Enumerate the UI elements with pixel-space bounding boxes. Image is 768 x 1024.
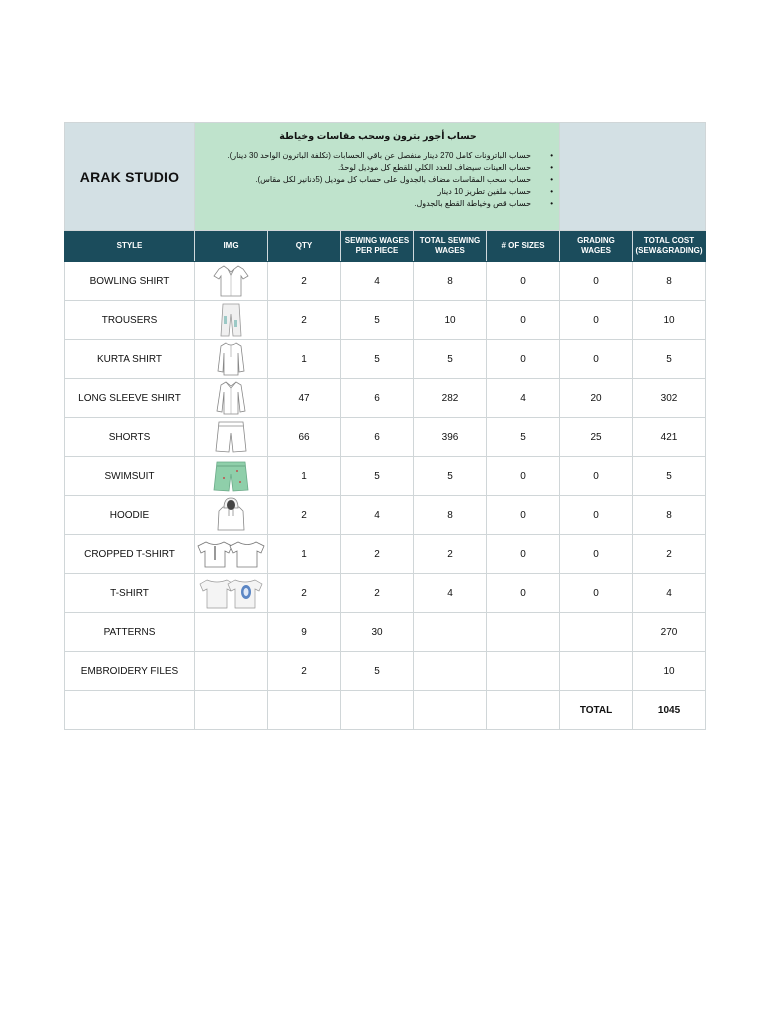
qty-cell: 2: [268, 301, 341, 340]
total-sewing-cell: [414, 613, 487, 652]
cost-sheet: [64, 122, 705, 730]
style-name: PATTERNS: [65, 613, 195, 652]
table-row: [65, 535, 706, 574]
qty-cell: 1: [268, 535, 341, 574]
sizes-cell: 0: [487, 535, 560, 574]
col-img: IMG: [195, 231, 268, 262]
long-sleeve-shirt-icon: [195, 379, 267, 417]
col-total-cost: TOTAL COST (SEW&GRADING): [633, 231, 706, 262]
grading-cell: 0: [560, 535, 633, 574]
sewing-wage-cell: 6: [341, 379, 414, 418]
style-image: [195, 262, 268, 301]
total-sewing-cell: 10: [414, 301, 487, 340]
total-cost-cell: 5: [633, 340, 706, 379]
table-row: [65, 262, 706, 301]
sizes-cell: 4: [487, 379, 560, 418]
title-row: [65, 123, 706, 231]
sizes-cell: 0: [487, 457, 560, 496]
col-style: STYLE: [65, 231, 195, 262]
notes-title: حساب أجور بترون وسحب مقاسات وخياطة: [279, 131, 477, 142]
total-cost-cell: 270: [633, 613, 706, 652]
table-row: [65, 418, 706, 457]
grading-cell: 0: [560, 574, 633, 613]
cost-table: [64, 122, 706, 730]
total-cost-cell: 10: [633, 652, 706, 691]
style-name: LONG SLEEVE SHIRT: [65, 379, 195, 418]
sizes-cell: 0: [487, 340, 560, 379]
table-row: [65, 301, 706, 340]
grading-cell: 0: [560, 457, 633, 496]
table-row: [65, 379, 706, 418]
qty-cell: 2: [268, 574, 341, 613]
total-sewing-cell: 8: [414, 262, 487, 301]
total-cost-cell: 8: [633, 496, 706, 535]
qty-cell: 1: [268, 457, 341, 496]
total-sewing-cell: 2: [414, 535, 487, 574]
sewing-wage-cell: 4: [341, 496, 414, 535]
qty-cell: 66: [268, 418, 341, 457]
total-cost-cell: 10: [633, 301, 706, 340]
total-row: [65, 691, 706, 730]
sewing-wage-cell: 30: [341, 613, 414, 652]
total-sewing-cell: 396: [414, 418, 487, 457]
sizes-cell: 0: [487, 496, 560, 535]
col-qty: QTY: [268, 231, 341, 262]
notes-panel: [195, 123, 560, 231]
total-sewing-cell: 282: [414, 379, 487, 418]
total-cost-cell: 4: [633, 574, 706, 613]
brand-name: ARAK STUDIO: [65, 123, 195, 231]
hoodie-icon: [195, 496, 267, 534]
note-item: • حساب العينات سيضاف للعدد الكلي للقطع كل موديل لوحدُ.: [203, 162, 553, 174]
style-image: [195, 574, 268, 613]
table-row: [65, 652, 706, 691]
sewing-wage-cell: 6: [341, 418, 414, 457]
style-image: [195, 652, 268, 691]
grading-cell: 0: [560, 301, 633, 340]
total-cost-cell: 2: [633, 535, 706, 574]
sizes-cell: 0: [487, 574, 560, 613]
qty-cell: 2: [268, 496, 341, 535]
style-image: [195, 457, 268, 496]
style-image: [195, 379, 268, 418]
total-cost-cell: 5: [633, 457, 706, 496]
total-cost-cell: 8: [633, 262, 706, 301]
style-name: SWIMSUIT: [65, 457, 195, 496]
col-grading: GRADING WAGES: [560, 231, 633, 262]
style-image: [195, 613, 268, 652]
style-image: [195, 340, 268, 379]
sizes-cell: 0: [487, 262, 560, 301]
style-image: [195, 418, 268, 457]
style-image: [195, 496, 268, 535]
sizes-cell: 5: [487, 418, 560, 457]
note-item: • حساب قص وخياطة القطع بالجدول.: [203, 198, 553, 210]
style-image: [195, 301, 268, 340]
trousers-icon: [195, 301, 267, 339]
total-cost-cell: 421: [633, 418, 706, 457]
style-image: [195, 535, 268, 574]
tshirt-icon: [195, 574, 267, 612]
shorts-icon: [195, 418, 267, 456]
sizes-cell: 0: [487, 301, 560, 340]
sewing-wage-cell: 5: [341, 301, 414, 340]
qty-cell: 1: [268, 340, 341, 379]
sewing-wage-cell: 2: [341, 535, 414, 574]
note-item: • حساب سحب المقاسات مضاف بالجدول على حساب كل موديل (5دنانير لكل مقاس).: [203, 174, 553, 186]
total-value: 1045: [633, 691, 706, 730]
cropped-tshirt-icon: [195, 535, 267, 573]
qty-cell: 2: [268, 262, 341, 301]
note-item: • حساب ملفين تطريز 10 دينار: [203, 186, 553, 198]
total-label: TOTAL: [560, 691, 633, 730]
grading-cell: 0: [560, 496, 633, 535]
table-row: [65, 457, 706, 496]
total-sewing-cell: 4: [414, 574, 487, 613]
blank-header-cell: [560, 123, 706, 231]
style-name: SHORTS: [65, 418, 195, 457]
kurta-shirt-icon: [195, 340, 267, 378]
note-item: • حساب الباترونات كامل 270 دينار منفصل عن باقي الحسابات (تكلفة الباترون الواحد 30 دينار).: [203, 150, 553, 162]
total-sewing-cell: [414, 652, 487, 691]
style-name: T-SHIRT: [65, 574, 195, 613]
qty-cell: 2: [268, 652, 341, 691]
style-name: KURTA SHIRT: [65, 340, 195, 379]
total-sewing-cell: 5: [414, 340, 487, 379]
grading-cell: 0: [560, 340, 633, 379]
table-row: [65, 340, 706, 379]
total-sewing-cell: 5: [414, 457, 487, 496]
col-total-sewing: TOTAL SEWING WAGES: [414, 231, 487, 262]
total-sewing-cell: 8: [414, 496, 487, 535]
total-cost-cell: 302: [633, 379, 706, 418]
table-row: [65, 496, 706, 535]
table-row: [65, 574, 706, 613]
col-sewing-wages: SEWING WAGES PER PIECE: [341, 231, 414, 262]
grading-cell: 25: [560, 418, 633, 457]
style-name: CROPPED T-SHIRT: [65, 535, 195, 574]
col-sizes: # OF SIZES: [487, 231, 560, 262]
column-headers: [65, 231, 706, 262]
sewing-wage-cell: 5: [341, 652, 414, 691]
grading-cell: 20: [560, 379, 633, 418]
table-row: [65, 613, 706, 652]
grading-cell: 0: [560, 262, 633, 301]
sizes-cell: [487, 652, 560, 691]
grading-cell: [560, 652, 633, 691]
sewing-wage-cell: 4: [341, 262, 414, 301]
sewing-wage-cell: 5: [341, 457, 414, 496]
style-name: BOWLING SHIRT: [65, 262, 195, 301]
style-name: HOODIE: [65, 496, 195, 535]
bowling-shirt-icon: [195, 262, 267, 300]
sizes-cell: [487, 613, 560, 652]
qty-cell: 47: [268, 379, 341, 418]
style-name: EMBROIDERY FILES: [65, 652, 195, 691]
style-name: TROUSERS: [65, 301, 195, 340]
swimsuit-icon: [195, 457, 267, 495]
sewing-wage-cell: 5: [341, 340, 414, 379]
sewing-wage-cell: 2: [341, 574, 414, 613]
qty-cell: 9: [268, 613, 341, 652]
grading-cell: [560, 613, 633, 652]
notes-list: [203, 150, 553, 210]
